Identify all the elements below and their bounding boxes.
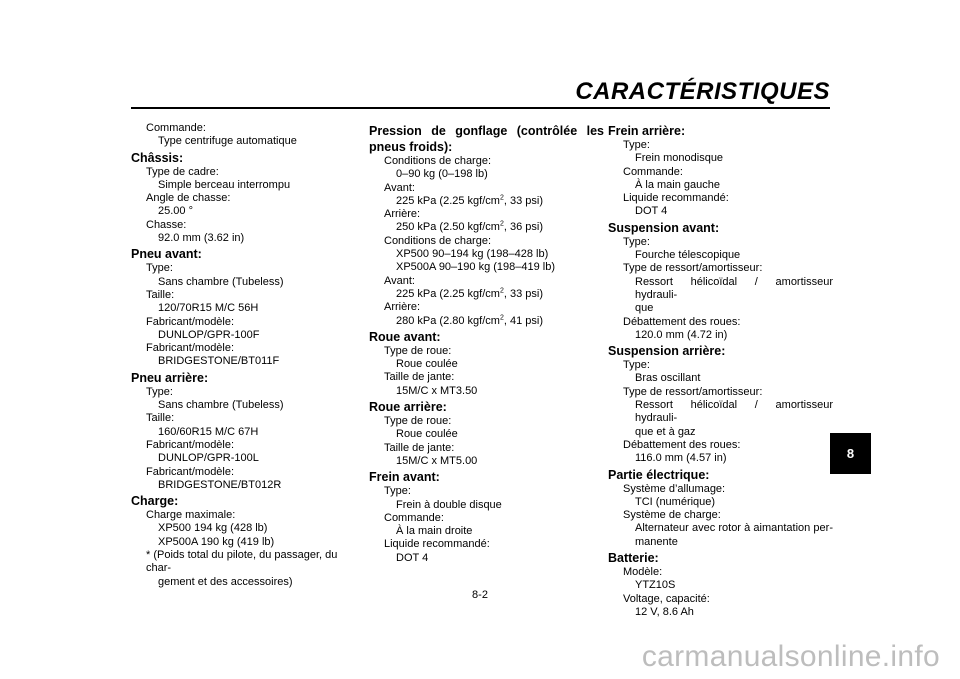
spec-value: TCI (numérique) xyxy=(635,495,716,508)
spec-value-continued: manente xyxy=(635,535,678,548)
spec-value: Sans chambre (Tubeless) xyxy=(158,275,284,288)
spec-value: Bras oscillant xyxy=(635,372,701,385)
spec-label: Avant: xyxy=(384,181,415,194)
spec-label: Chasse: xyxy=(146,218,187,231)
spec-label: Débattement des roues: xyxy=(623,438,741,451)
spec-label: Liquide recommandé: xyxy=(623,192,729,205)
spec-label: Type: xyxy=(146,262,173,275)
spec-label: Fabricant/modèle: xyxy=(146,438,235,451)
section-heading-rear-tire: Pneu arrière: xyxy=(131,370,209,385)
spec-value: Frein à double disque xyxy=(396,498,502,511)
section-heading-battery: Batterie: xyxy=(608,551,659,566)
spec-label: Angle de chasse: xyxy=(146,192,231,205)
spec-column-3 xyxy=(608,122,833,619)
spec-label: Commande: xyxy=(384,511,444,524)
spec-value: DOT 4 xyxy=(635,205,668,218)
spec-label: Arrière: xyxy=(384,301,421,314)
section-heading-front-wheel: Roue avant: xyxy=(369,329,441,344)
spec-value: 0–90 kg (0–198 lb) xyxy=(396,168,488,181)
page-number: 8-2 xyxy=(472,589,488,601)
header-rule xyxy=(131,107,830,109)
spec-value: DUNLOP/GPR-100F xyxy=(158,328,260,341)
spec-value-continued: que et à gaz xyxy=(635,425,696,438)
section-heading-front-suspension: Suspension avant: xyxy=(608,220,720,235)
spec-value: Alternateur avec rotor à aimantation per- xyxy=(635,522,833,535)
spec-label: Modèle: xyxy=(623,566,663,579)
spec-value: YTZ10S xyxy=(635,579,676,592)
spec-label: Taille de jante: xyxy=(384,441,455,454)
spec-value: XP500 90–194 kg (198–428 lb) xyxy=(396,248,549,261)
spec-value: À la main droite xyxy=(396,525,473,538)
page-title: CARACTÉRISTIQUES xyxy=(575,78,830,105)
spec-value: 25.00 ° xyxy=(158,205,193,218)
spec-value: 15M/C x MT3.50 xyxy=(396,384,478,397)
spec-label: Type de ressort/amortisseur: xyxy=(623,385,763,398)
section-heading-front-tire: Pneu avant: xyxy=(131,247,202,262)
spec-value-continued: que xyxy=(635,302,654,315)
spec-value: BRIDGESTONE/BT011F xyxy=(158,355,280,368)
spec-value: Sans chambre (Tubeless) xyxy=(158,399,284,412)
spec-label: Avant: xyxy=(384,274,415,287)
spec-value: Roue coulée xyxy=(396,358,458,371)
spec-label: Conditions de charge: xyxy=(384,155,492,167)
spec-value: 12 V, 8.6 Ah xyxy=(635,605,694,618)
spec-label: Débattement des roues: xyxy=(623,315,741,328)
spec-label: Charge maximale: xyxy=(146,509,236,522)
spec-label: Type de roue: xyxy=(384,344,452,357)
spec-value: Type centrifuge automatique xyxy=(158,135,297,148)
section-heading-load: Charge: xyxy=(131,494,179,509)
spec-label: Commande: xyxy=(146,122,206,134)
spec-value: À la main gauche xyxy=(635,178,720,191)
spec-value: 225 kPa (2.25 kgf/$cm^2$, 33 psi) xyxy=(396,287,543,300)
spec-label: Type: xyxy=(623,235,650,248)
spec-value: DUNLOP/GPR-100L xyxy=(158,452,259,465)
spec-value: 116.0 mm (4.57 in) xyxy=(635,452,727,465)
spec-label: Taille de jante: xyxy=(384,371,455,384)
spec-label: Système de charge: xyxy=(623,509,721,522)
spec-value: 15M/C x MT5.00 xyxy=(396,454,478,467)
spec-value: 160/60R15 M/C 67H xyxy=(158,425,259,438)
spec-label: Système d’allumage: xyxy=(623,482,726,495)
spec-value: 225 kPa (2.25 kgf/$cm^2$, 33 psi) xyxy=(396,194,543,207)
spec-value: Ressort hélicoïdal / amortisseur hydrauli- xyxy=(635,399,833,425)
spec-column-2 xyxy=(369,122,604,565)
spec-value: 280 kPa (2.80 kgf/$cm^2$, 41 psi) xyxy=(396,313,543,327)
spec-value: XP500A 90–190 kg (198–419 lb) xyxy=(396,261,556,274)
spec-label: Arrière: xyxy=(384,208,421,221)
spec-label: Type: xyxy=(384,485,411,498)
footnote-continued: gement et des accessoires) xyxy=(158,575,293,588)
spec-value: Simple berceau interrompu xyxy=(158,178,291,191)
spec-value: Ressort hélicoïdal / amortisseur hydrauli- xyxy=(635,275,833,301)
spec-label: Type de roue: xyxy=(384,415,452,428)
watermark: carmanualsonline.info xyxy=(641,640,940,673)
spec-value: Roue coulée xyxy=(396,428,458,441)
section-heading-rear-wheel: Roue arrière: xyxy=(369,400,447,415)
spec-label: Commande: xyxy=(623,165,683,178)
spec-value: 120.0 mm (4.72 in) xyxy=(635,328,728,341)
spec-label: Type: xyxy=(623,139,650,151)
spec-label: Taille: xyxy=(146,288,175,301)
spec-value: DOT 4 xyxy=(396,551,429,564)
spec-label: Type de cadre: xyxy=(146,165,219,178)
spec-label: Fabricant/modèle: xyxy=(146,465,235,478)
spec-label: Type de ressort/amortisseur: xyxy=(623,262,763,275)
spec-label: Fabricant/modèle: xyxy=(146,315,235,328)
spec-label: Taille: xyxy=(146,412,175,425)
spec-value: XP500 194 kg (428 lb) xyxy=(158,522,268,535)
section-heading-front-brake: Frein avant: xyxy=(369,470,440,485)
section-heading-chassis: Châssis: xyxy=(131,150,184,165)
spec-label: Conditions de charge: xyxy=(384,234,492,247)
spec-value: Fourche télescopique xyxy=(635,249,741,262)
section-heading-tire-pressure: Pression de gonflage (contrôlée les pneus froids): xyxy=(369,124,604,154)
spec-value: 250 kPa (2.50 kgf/$cm^2$, 36 psi) xyxy=(396,220,543,234)
spec-label: Type: xyxy=(146,385,173,398)
spec-label: Liquide recommandé: xyxy=(384,538,490,551)
spec-label: Fabricant/modèle: xyxy=(146,342,235,355)
section-heading-rear-suspension: Suspension arrière: xyxy=(608,344,726,359)
spec-value: 92.0 mm (3.62 in) xyxy=(158,232,245,245)
spec-value: BRIDGESTONE/BT012R xyxy=(158,478,282,491)
spec-value: XP500A 190 kg (419 lb) xyxy=(158,535,275,548)
spec-label: Voltage, capacité: xyxy=(623,592,710,605)
section-heading-electrical: Partie électrique: xyxy=(608,467,710,482)
chapter-tab: 8 xyxy=(830,433,871,474)
spec-value: Frein monodisque xyxy=(635,152,724,165)
spec-value: 120/70R15 M/C 56H xyxy=(158,302,259,315)
spec-label: Type: xyxy=(623,359,650,372)
footnote: * (Poids total du pilote, du passager, du char- xyxy=(146,549,338,575)
spec-column-1 xyxy=(131,122,356,589)
section-heading-rear-brake: Frein arrière: xyxy=(608,124,686,138)
